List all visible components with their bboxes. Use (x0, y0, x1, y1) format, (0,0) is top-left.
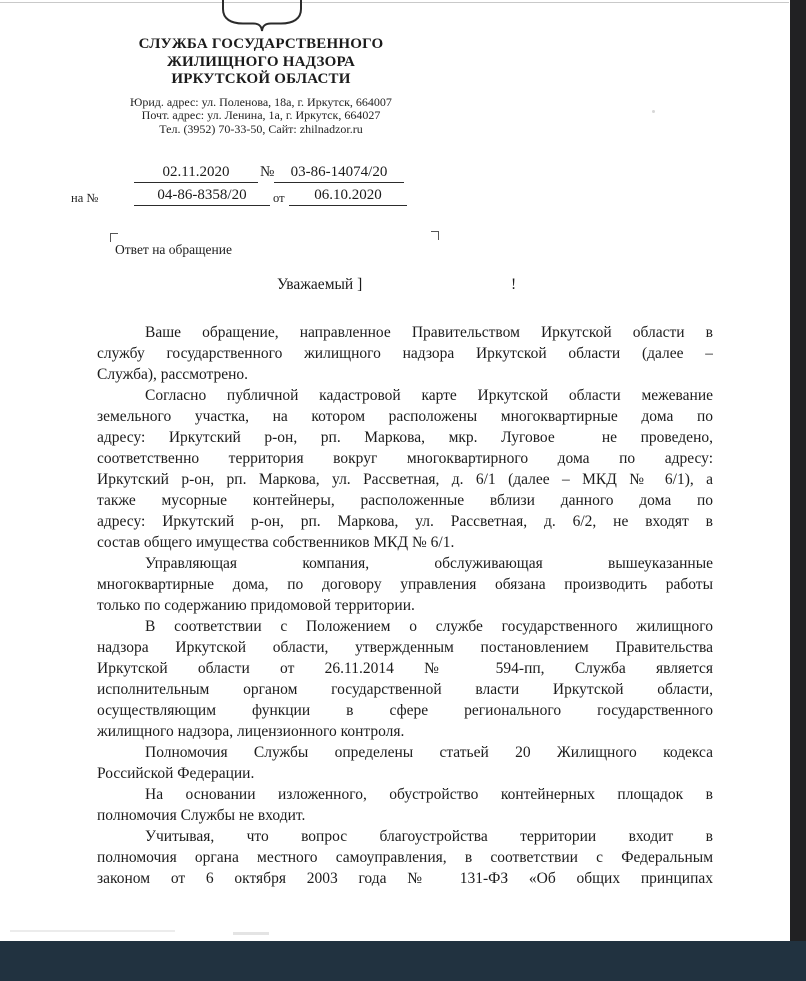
from-label: от (273, 191, 285, 205)
postal-address: Почт. адрес: ул. Ленина, 1а, г. Иркутск, 664027 (141, 108, 381, 122)
body-line: надзора Иркутской области, утвержденным постановлением Правительства (97, 639, 713, 656)
org-name-line: ИРКУТСКОЙ ОБЛАСТИ (171, 71, 351, 87)
body-line: адресу: Иркутский р-он, рп. Маркова, ул. Рассветная, д. 6/2, не входят в (97, 513, 713, 530)
address-block (63, 96, 459, 137)
body-line: также мусорные контейнеры, расположенные вблизи данного дома по (97, 492, 713, 509)
body-line: Ваше обращение, направленное Правительством Иркутской области в (145, 324, 713, 341)
incoming-date: 06.10.2020 (289, 187, 407, 206)
body-line: Полномочия Службы определены статьей 20 Жилищного кодекса (145, 744, 713, 761)
body-line: состав общего имущества собственников МКД № 6/1. (97, 534, 455, 551)
body-line: Российской Федерации. (97, 765, 255, 782)
body-line: Учитывая, что вопрос благоустройства территории входит в (145, 828, 713, 845)
body-line: полномочия Службы не входит. (97, 807, 306, 824)
body-line: законом от 6 октября 2003 года № 131-ФЗ «Об общих принципах (97, 870, 713, 887)
salutation: Уважаемый ] (277, 276, 363, 293)
outgoing-date: 02.11.2020 (134, 164, 258, 183)
body-line: Иркутский р-он, рп. Маркова, ул. Рассветная, д. 6/1 (далее – МКД № 6/1), а (97, 471, 713, 488)
corner-mark-left (110, 233, 118, 242)
scan-smudge (10, 930, 175, 932)
scan-side-strip (790, 0, 806, 941)
body-line: жилищного надзора, лицензионного контроля. (97, 723, 405, 740)
body-line: адресу: Иркутский р-он, рп. Маркова, мкр. Луговое не проведено, (97, 429, 713, 446)
number-sign: № (260, 164, 275, 180)
letterhead (63, 36, 459, 136)
scan-smudge (233, 932, 269, 935)
corner-mark-right (431, 231, 439, 240)
body-line: На основании изложенного, обустройство контейнерных площадок в (145, 786, 713, 803)
body-line: Управляющая компания, обслуживающая вышеуказанные (145, 555, 713, 572)
legal-address: Юрид. адрес: ул. Поленова, 18а, г. Иркутск, 664007 (130, 94, 392, 109)
body-line: Иркутской области от 26.11.2014 № 594-пп, Служба является (97, 660, 713, 677)
body-line: полномочия органа местного самоуправления, в соответствии с Федеральным (97, 849, 713, 866)
scan-speck (652, 110, 655, 113)
body-line: многоквартирные дома, по договору управления обязана производить работы (97, 576, 713, 593)
viewer-bottom-band (0, 941, 806, 981)
body-line: службу государственного жилищного надзора Иркутской области (далее – (97, 345, 713, 362)
incoming-number: 04-86-8358/20 (134, 187, 270, 206)
body-line: соответственно территория вокруг многоквартирного дома по адресу: (97, 450, 713, 467)
body-line: В соответствии с Положением о службе государственного жилищного (145, 618, 713, 635)
phone-site: Тел. (3952) 70-33-50, Сайт: zhilnadzor.ru (159, 121, 363, 136)
org-name-line: СЛУЖБА ГОСУДАРСТВЕННОГО (138, 36, 384, 52)
coat-of-arms-outline-icon (222, 0, 302, 34)
body-text (97, 322, 713, 889)
body-line: только по содержанию придомовой территории. (97, 597, 415, 614)
body-line: осуществляющим функции в сфере регионального государственного (97, 702, 713, 719)
outgoing-number: 03-86-14074/20 (274, 164, 404, 183)
page-top-edge (0, 2, 789, 3)
salutation-punctuation: ! (511, 276, 517, 293)
body-line: исполнительным органом государственной власти Иркутской области, (97, 681, 713, 698)
body-line: Служба), рассмотрено. (97, 366, 249, 383)
subject-line: Ответ на обращение (115, 242, 232, 257)
incoming-label: на № (71, 191, 99, 205)
body-line: Согласно публичной кадастровой карте Иркутской области межевание (145, 387, 713, 404)
body-line: земельного участка, на котором расположены многоквартирные дома по (97, 408, 713, 425)
org-name-line: ЖИЛИЩНОГО НАДЗОРА (167, 53, 355, 70)
